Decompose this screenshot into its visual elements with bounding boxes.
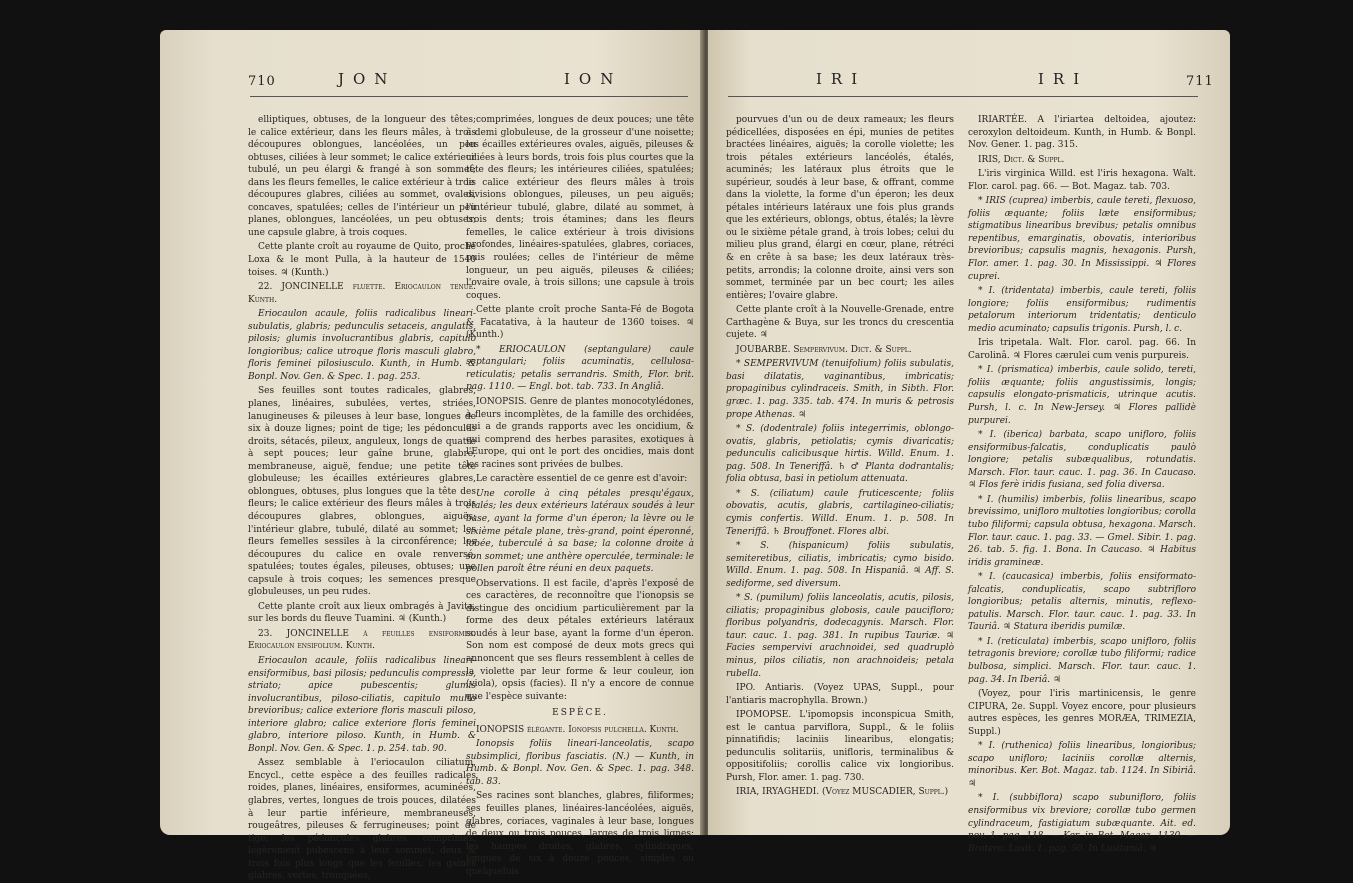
left-page-number: 710 (248, 74, 276, 89)
paragraph: Cette plante croît proche Santa-Fé de Bogota & Facatativa, à la hauteur de 1360 toises. ♃ (Kunth.) (466, 305, 694, 341)
paragraph: Cette plante croît au royaume de Quito, proche Loxa & le mont Pulla, à la hauteur de 1540 toises. ♃ (Kunth.) (248, 242, 476, 278)
paragraph: IPO. Antiaris. (Voyez UPAS, Suppl., pour l'antiaris macrophylla. Brown.) (726, 683, 954, 706)
right-page-number: 711 (1186, 74, 1214, 89)
paragraph: Le caractère essentiel de ce genre est d'avoir: (476, 474, 688, 485)
paragraph: Cette plante croît aux lieux ombragés à Javita, sur les bords du fleuve Tuamini. ♃ (Kunth.) (248, 601, 476, 625)
paragraph: Observations. Il est facile, d'après l'exposé de ces caractères, de reconnoître que l'ionopsis se distingue des oncidium particulièrement par la forme des deux pétales extérieurs latéraux soudés à leur base, ayant la forme d'un éperon. Son nom est composé de deux mots grecs qui annoncent que ses fleurs ressemblent à celles de la violette par leur forme & leur couleur, ion (viola), opsis (facies). Il n'y a encore de connue que l'espèce suivante: (466, 578, 694, 702)
latin-diagnosis: * ERIOCAULON (septangulare) caule septangulari; foliis acuminatis, cellulosa-reticulatis; petalis serrandris. Smith, Flor. brit. pag. 1110. — Engl. bot. tab. 733. In Angliâ. (466, 344, 694, 393)
latin-diagnosis: Eriocaulon acaule, foliis radicalibus lineari-subulatis, glabris; pedunculis setaceis, angulatis, pilosis; glumis involucrantibus glabris, capitulo longioribus; calice utroque floris masculi glabro, floris feminei pilosiusculo. Kunth, in Humb. & Bonpl. Nov. Gen. & Spec. 1. pag. 253. (248, 309, 476, 382)
right-column-2 (968, 114, 1196, 854)
paragraph: elliptiques, obtuses, de la longueur des têtes; le calice extérieur, dans les fleurs mâles, à trois découpures oblongues, lancéolées, un peu obtuses, ciliées à leur sommet; le calice extérieur tubulé, un peu élargi & frangé à son sommet; dans les fleurs femelles, le calice extérieur à trois découpures glabres, ciliées au sommet, ovales, concaves, spatulées; celles de l'intérieur un peu planes, oblongues, lancéolées, un peu obtuses; une capsule glabre, à trois coques. (248, 115, 476, 238)
paragraph: IONOPSIS. Genre de plantes monocotylédones, à fleurs incomplètes, de la famille des orchidées, qui a de grands rapports avec les oncidium, & qui comprend des herbes parasites, exotiques à l'Europe, qui ont le port des oncidies, mais dont les racines sont privées de bulbes. (466, 397, 694, 470)
left-column-2 (466, 114, 694, 877)
latin-diagnosis: * I. (iberica) barbata, scapo unifloro, foliis ensiformibus-falcatis, conduplicatis paulò longiore; petalis subæqualibus, rotundatis. Marsch. Flor. taur. cauc. 1. pag. 36. In Caucaso. ♃ Flos ferè iridis fusiana, sed folia diversa. (968, 430, 1196, 491)
paragraph: comprimées, longues de deux pouces; une tête à demi globuleuse, de la grosseur d'une noisette; les écailles extérieures ovales, aiguës, pileuses & ciliées à leurs bords, trois fois plus courtes que la tête des fleurs; les intérieures ciliées, spatulées; le calice extérieur des fleurs mâles à trois divisions oblongues, pileuses, un peu aiguës; l'intérieur tubulé, glabre, dilaté au sommet, à trois dents; trois étamines; dans les fleurs femelles, le calice extérieur à trois divisions profondes, linéaires-spatulées, glabres, coriaces, puis roulées; celles de l'intérieur de même longueur, un peu aiguës, pileuses & ciliées; l'ovaire ovale, à trois sillons; une capsule à trois coques. (466, 115, 694, 301)
latin-diagnosis: * S. (ciliatum) caule fruticescente; foliis obovatis, acutis, glabris, cartilagineo-ciliatis; cymis confertis. Willd. Enum. 1. p. 508. In Teneriffâ. ♄ Brouffonet. Flores albi. (726, 488, 954, 537)
entry-heading: IRIS, Dict. & Suppl. (978, 154, 1065, 165)
section-heading: ESPÈCE. (552, 708, 608, 719)
entry-heading: 23. JONCINELLE à feuilles ensiformes. Eriocaulon ensifolium. Kunth. (248, 628, 476, 652)
latin-diagnosis: Ionopsis foliis lineari-lanceolatis, scapo subsimplici, floribus fasciatis. (N.) — Kunth, in Humb. & Bonpl. Nov. Gen. & Spec. 1. pag. 348. tab. 83. (466, 739, 694, 787)
latin-diagnosis: * IRIS (cuprea) imberbis, caule tereti, flexuoso, foliis æquante; foliis læte ensiformibus; stigmatibus linearibus brevibus; petalis omnibus repentibus, emarginatis, obovatis, interioribus brevioribus; capsulis magnis, hexagonis. Pursh, Flor. amer. 1. pag. 30. In Mississippi. ♃ Flores cuprei. (968, 196, 1196, 282)
left-running-head-right: ION (564, 70, 623, 88)
latin-diagnosis: * I. (reticulata) imberbis, scapo unifloro, foliis tetragonis breviore; corollæ tubo filiformi; radice bulbosa, simplici. Marsch. Flor. taur. cauc. 1. pag. 34. In Iberiâ. ♃ (968, 636, 1196, 685)
genus-character: Une corolle à cinq pétales presqu'égaux, étalés; les deux extérieurs latéraux soudés à leur base, ayant la forme d'un éperon; la lèvre ou le sixième pétale plane, très-grand, point éperonné, lobée, tuberculé à sa base; la colonne droite à son sommet; une anthère operculée, terminale: le pollen paroît être réuni en deux paquets. (466, 488, 694, 575)
left-column-1 (248, 114, 476, 882)
paragraph: Ses racines sont blanches, glabres, filiformes; ses feuilles planes, linéaires-lancéolées, aiguës, glabres, coriaces, vaginales à leur base, longues de deux ou trois pouces, larges de trois lignes; les hampes droites, glabres, cylindriques, longues de six à douze pouces, simples ou quelquefois (466, 791, 694, 877)
latin-diagnosis: Eriocaulon acaule, foliis radicalibus lineari-ensiformibus, basi pilosis; pedunculis compressis, striato; apice pubescentis; glumis involucrantibus, piloso-ciliatis, capitulo multo brevioribus; calice exteriore floris masculi piloso, interiore glabro; calice exteriore floris feminei glabro, interiore piloso. Kunth, in Humb. & Bonpl. Nov. Gen. & Spec. 1. p. 254. tab. 90. (248, 655, 476, 754)
latin-diagnosis: * I. (ruthenica) foliis linearibus, longioribus; scapo unifloro; laciniis corollæ alternis, minoribus. Ker. Bot. Magaz. tab. 1124. In Sibiriâ. ♃ (968, 741, 1196, 789)
right-page (708, 30, 1230, 854)
paragraph: Cette plante croît à la Nouvelle-Grenade, entre Carthagène & Buya, sur les troncs du crescentia cujete. ♃ (726, 305, 954, 341)
latin-diagnosis: * I. (caucasica) imberbis, foliis ensiformato-falcatis, conduplicatis, scapo subtrifloro longioribus; petalis alternis, minutis, reflexo-patulis. Marsch. Flor. taur. cauc. 1. pag. 33. In Tauriâ. ♃ Statura iberidis pumilæ. (968, 572, 1196, 633)
paragraph: (Voyez, pour l'iris martinicensis, le genre CIPURA, 2e. Suppl. Voyez encore, pour plusieurs autres espèces, les genres MORÆA, TRIMEZIA, Suppl.) (968, 689, 1196, 737)
paragraph: pourvues d'un ou de deux rameaux; les fleurs pédicellées, disposées en épi, munies de petites bractées linéaires, aiguës; la corolle violette; les trois pétales extérieurs lancéolés, étalés, acuminés; les latéraux plus étroits que le supérieur, soudés à leur base, & offrant, comme dans la violette, la forme d'un éperon; les deux pétales intérieurs latéraux une fois plus grands que les extérieurs, oblongs, obtus, étalés; la lèvre ou le sixième pétale grand, à trois lobes; celui du milieu plus grand, élargi en cœur, plane, rétréci & en crête à sa base; les deux latéraux très-petits, arrondis; la colonne droite, ainsi vers son sommet, terminée par un bec court; les ailes entières; l'ovaire glabre. (726, 115, 954, 301)
latin-diagnosis: * I. (prismatica) imberbis, caule solido, tereti, foliis æquante; foliis angustissimis, longis; capsulis elongato-prismaticis, utrinque acutis. Pursh, l. c. In New-Jersey. ♃ Flores pallidè purpurei. (968, 365, 1196, 426)
paragraph: Ses feuilles sont toutes radicales, glabres, planes, linéaires, subulées, vertes, striées, lanugineuses & pileuses à leur base, longues de six à douze lignes; point de tige; les pédoncules droits, sétacés, pileux, anguleux, longs de quatre à sept pouces; leur gaîne brune, glabre, membraneuse, aiguë, fendue; une petite tête globuleuse; les écailles extérieures glabres, oblongues, obtuses, plus longues que la tête des fleurs; le calice extérieur des fleurs mâles à trois découpures glabres, oblongues, aiguës; l'intérieur glabre, tubulé, dilaté au sommet; les fleurs femelles sessiles à la circonférence; les découpures du calice en ovale renversé, spatulées; toutes égales, pileuses, obtuses; une capsule à trois coques; les semences presque globuleuses, un peu rudes. (248, 386, 476, 598)
right-running-head-right: IRI (1038, 70, 1089, 88)
latin-diagnosis: * S. (hispanicum) foliis subulatis, semiteretibus, ciliatis, imbricatis; cymo bisido. Willd. Enum. 1. pag. 508. In Hispaniâ. ♃ Aff. S. sediforme, sed diversum. (726, 541, 954, 589)
right-header-rule (728, 96, 1198, 97)
entry-heading: JOUBARBE. Sempervivum. Dict. & Suppl. (736, 344, 912, 355)
entry-heading: 22. JONCINELLE fluette. Eriocaulon tenue. Kunth. (248, 282, 476, 305)
paragraph: IRIARTÉE. A l'iriartea deltoidea, ajoutez: ceroxylon deltoideum. Kunth, in Humb. & Bonpl. Nov. Gener. 1. pag. 315. (968, 115, 1196, 151)
right-running-head-left: IRI (816, 70, 867, 88)
entry-heading: IRIA, IRYAGHEDI. (Voyez MUSCADIER, Suppl.) (736, 787, 949, 798)
paragraph: IPOMOPSE. L'ipomopsis inconspicua Smith, est le cantua parviflora, Suppl., & le foliis pinnatifidis; laciniis linearibus, elongatis; pedunculis solitariis, unifloris, terminalibus & oppositifoliis; corollis calice vix longioribus. Pursh, Flor. amer. 1. pag. 730. (726, 710, 954, 783)
left-running-head-left: JON (338, 70, 397, 88)
latin-diagnosis: * I. (tridentata) imberbis, caule tereti, foliis longiore; foliis ensiformibus; rudimentis petalorum interiorum tridentatis; denticulo medio acuminato; capsulis trigonis. Pursh, l. c. (968, 286, 1196, 334)
latin-diagnosis: * I. (subbiflora) scapo subunifloro, foliis ensiformibus vix breviore; corollæ tubo germen cylindraceum, fastigiatum subæquante. Ait. ed. nov. 1. pag. 118. — Ker. in Bot. Magaz. 1130. — Brotero. Lusit. 1. pag. 50. In Lusitaniâ. ♃ (968, 793, 1196, 854)
right-column-1 (726, 114, 954, 822)
latin-diagnosis: * S. (dodentrale) foliis integerrimis, oblongo-ovatis, glabris, petiolatis; cymis divaricatis; pedunculis calicibusque hirtis. Willd. Enum. 1. pag. 508. In Teneriffâ. ♄ ♂ Planta dodrantalis; folia obtusa, basi in petiolum attenuata. (726, 424, 954, 485)
left-header-rule (250, 96, 688, 97)
paragraph: Assez semblable à l'eriocaulon ciliatum, Encycl., cette espèce a des feuilles radicales roides, planes, linéaires, ensiformes, acuminées, glabres, vertes, longues de trois pouces, dilatées à leur partie inférieure, membraneuses, rougeâtres, pileuses & ferrugineuses; point de tige; les pédoncules glabres, comprimés, légèrement pubescens à leur sommet, deux & trois fois plus longs que les feuilles; les gaînes glabres, vertes, tronquées, (248, 758, 476, 882)
latin-diagnosis: * S. (pumilum) foliis lanceolatis, acutis, pilosis, ciliatis; propaginibus globosis, caule paucifloro; floribus polyandris, dodecagynis. Marsch. Flor. taur. cauc. 1. pag. 381. In rupibus Tauriæ. ♃ Facies sempervivi arachnoidei, sed quadruplò minus, pilos ciliatis, non arachnoideis; petala rubella. (726, 593, 954, 679)
paragraph: Iris tripetala. Walt. Flor. carol. pag. 66. In Carolinâ. ♃ Flores cærulei cum venis purpureis. (968, 338, 1196, 361)
entry-heading: IONOPSIS élégante. Ionopsis pulchella. Kunth. (476, 724, 679, 735)
latin-diagnosis: * I. (humilis) imberbis, foliis linearibus, scapo brevissimo, unifloro multoties longioribus; corolla tubo filiformi; capsula obtusa, hexagona. Marsch. Flor. taur. cauc. 1. pag. 33. — Gmel. Sibir. 1. pag. 26. tab. 5. fig. 1. Bona. In Caucaso. ♃ Habitus iridis gramineæ. (968, 494, 1196, 568)
paragraph: L'iris virginica Willd. est l'iris hexagona. Walt. Flor. carol. pag. 66. — Bot. Magaz. tab. 703. (968, 169, 1196, 192)
latin-diagnosis: * SEMPERVIVUM (tenuifolium) foliis subulatis, basi dilatatis, vaginantibus, imbricatis; propaginibus cylindraceis. Smith, in Sibth. Flor. græc. 1. pag. 335. tab. 474. In muris & petrosis prope Athenas. ♃ (726, 359, 954, 420)
left-page (160, 30, 704, 882)
